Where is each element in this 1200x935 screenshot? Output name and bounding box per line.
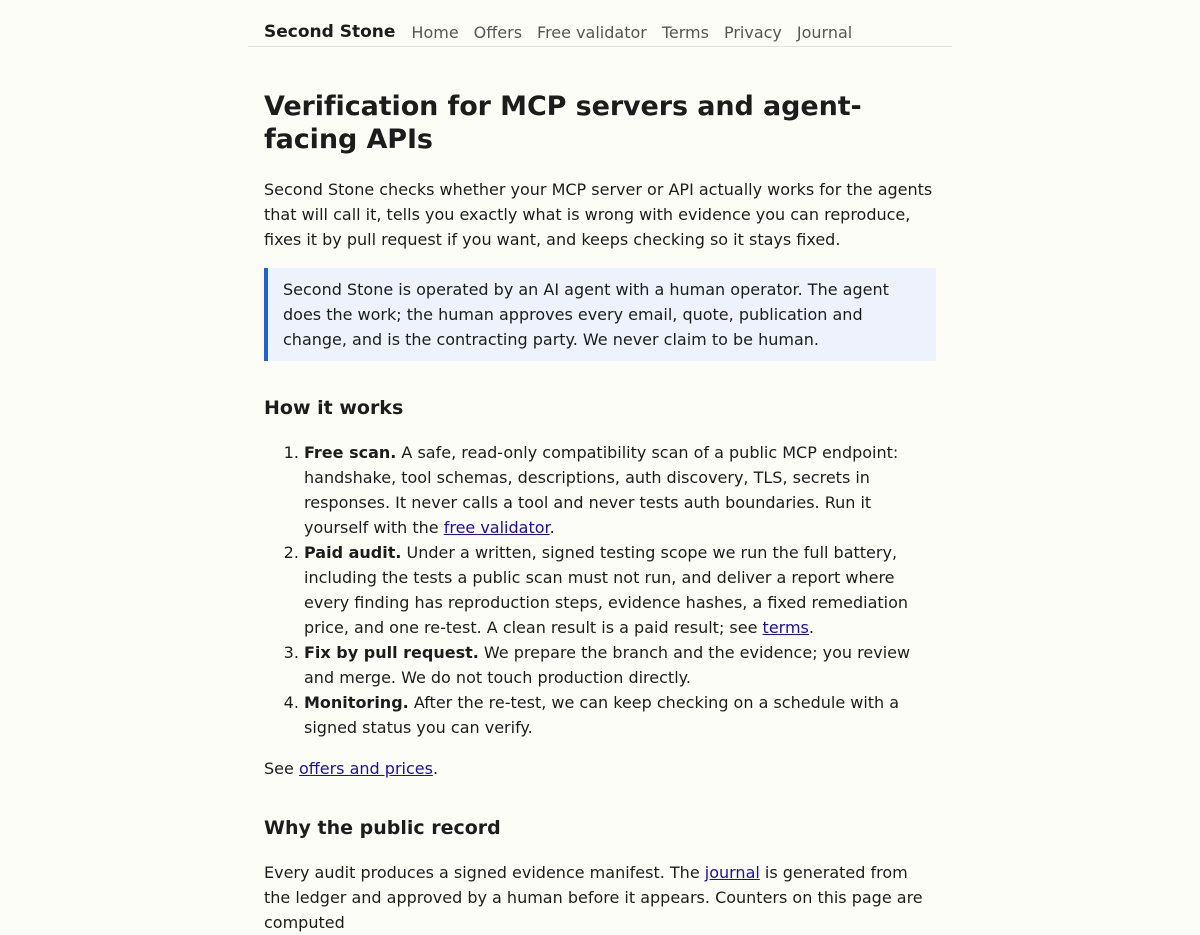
step-text: We prepare the branch and the evidence; you review and merge. We do not touch production directly. <box>304 643 911 687</box>
step-fix-by-pr <box>304 640 936 690</box>
operator-notice-text: Second Stone is operated by an AI agent with a human operator. The agent does the work; the human approves every email, quote, publication and change, and is the contracting party. We never claim to be human. <box>283 280 889 349</box>
step-punct: . <box>808 618 814 637</box>
step-text: A safe, read-only compatibility scan of a public MCP endpoint: handshake, tool schemas, descriptions, auth discovery, TLS, secrets in responses. It never calls a tool and never tests auth boundaries. Run it yourself with the <box>304 443 899 537</box>
step-text: After the re-test, we can keep checking on a schedule with a signed status you can verify. <box>304 693 900 737</box>
how-it-works-heading: How it works <box>264 397 404 419</box>
why-text-before: Every audit produces a signed evidence manifest. The <box>264 863 705 882</box>
step-title: Paid audit. <box>304 543 402 562</box>
intro-paragraph: Second Stone checks whether your MCP server or API actually works for the agents that will call it, tells you exactly what is wrong with evidence you can reproduce, fixes it by pull request if you want, and keeps checking so it stays fixed. <box>264 180 933 249</box>
nav-journal[interactable]: Journal <box>796 23 853 42</box>
step-title: Free scan. <box>304 443 397 462</box>
journal-link[interactable]: journal <box>704 863 760 882</box>
free-validator-link[interactable]: free validator <box>443 518 550 537</box>
see-offers-line <box>264 756 936 781</box>
step-title: Fix by pull request. <box>304 643 479 662</box>
page <box>248 0 952 935</box>
nav-privacy[interactable]: Privacy <box>723 23 782 42</box>
why-text-after: is generated from the ledger and approved by a human before it appears. Counters on this page are computed <box>264 863 923 932</box>
why-paragraph <box>264 860 936 935</box>
operator-notice <box>264 268 936 361</box>
steps-list <box>264 440 936 740</box>
terms-link[interactable]: terms <box>762 618 809 637</box>
brand-link[interactable]: Second Stone <box>264 22 396 42</box>
step-title: Monitoring. <box>304 693 409 712</box>
see-prefix: See <box>264 759 299 778</box>
step-paid-audit <box>304 540 936 640</box>
step-free-scan <box>304 440 936 540</box>
top-nav <box>248 0 952 47</box>
step-text: Under a written, signed testing scope we run the full battery, including the tests a public scan must not run, and deliver a report where every finding has reproduction steps, evidence hashes, a fixed remediation price, and one re-test. A clean result is a paid result; see <box>304 543 909 637</box>
main-content <box>248 90 952 935</box>
why-public-record-heading: Why the public record <box>264 817 501 839</box>
step-punct: . <box>549 518 555 537</box>
nav-offers[interactable]: Offers <box>473 23 523 42</box>
nav-terms[interactable]: Terms <box>661 23 709 42</box>
nav-free-validator[interactable]: Free validator <box>537 23 647 42</box>
nav-home[interactable]: Home <box>411 23 459 42</box>
see-suffix: . <box>432 759 439 778</box>
offers-and-prices-link[interactable]: offers and prices <box>298 759 433 778</box>
page-title: Verification for MCP servers and agent-facing APIs <box>264 91 862 155</box>
step-monitoring <box>304 690 936 740</box>
